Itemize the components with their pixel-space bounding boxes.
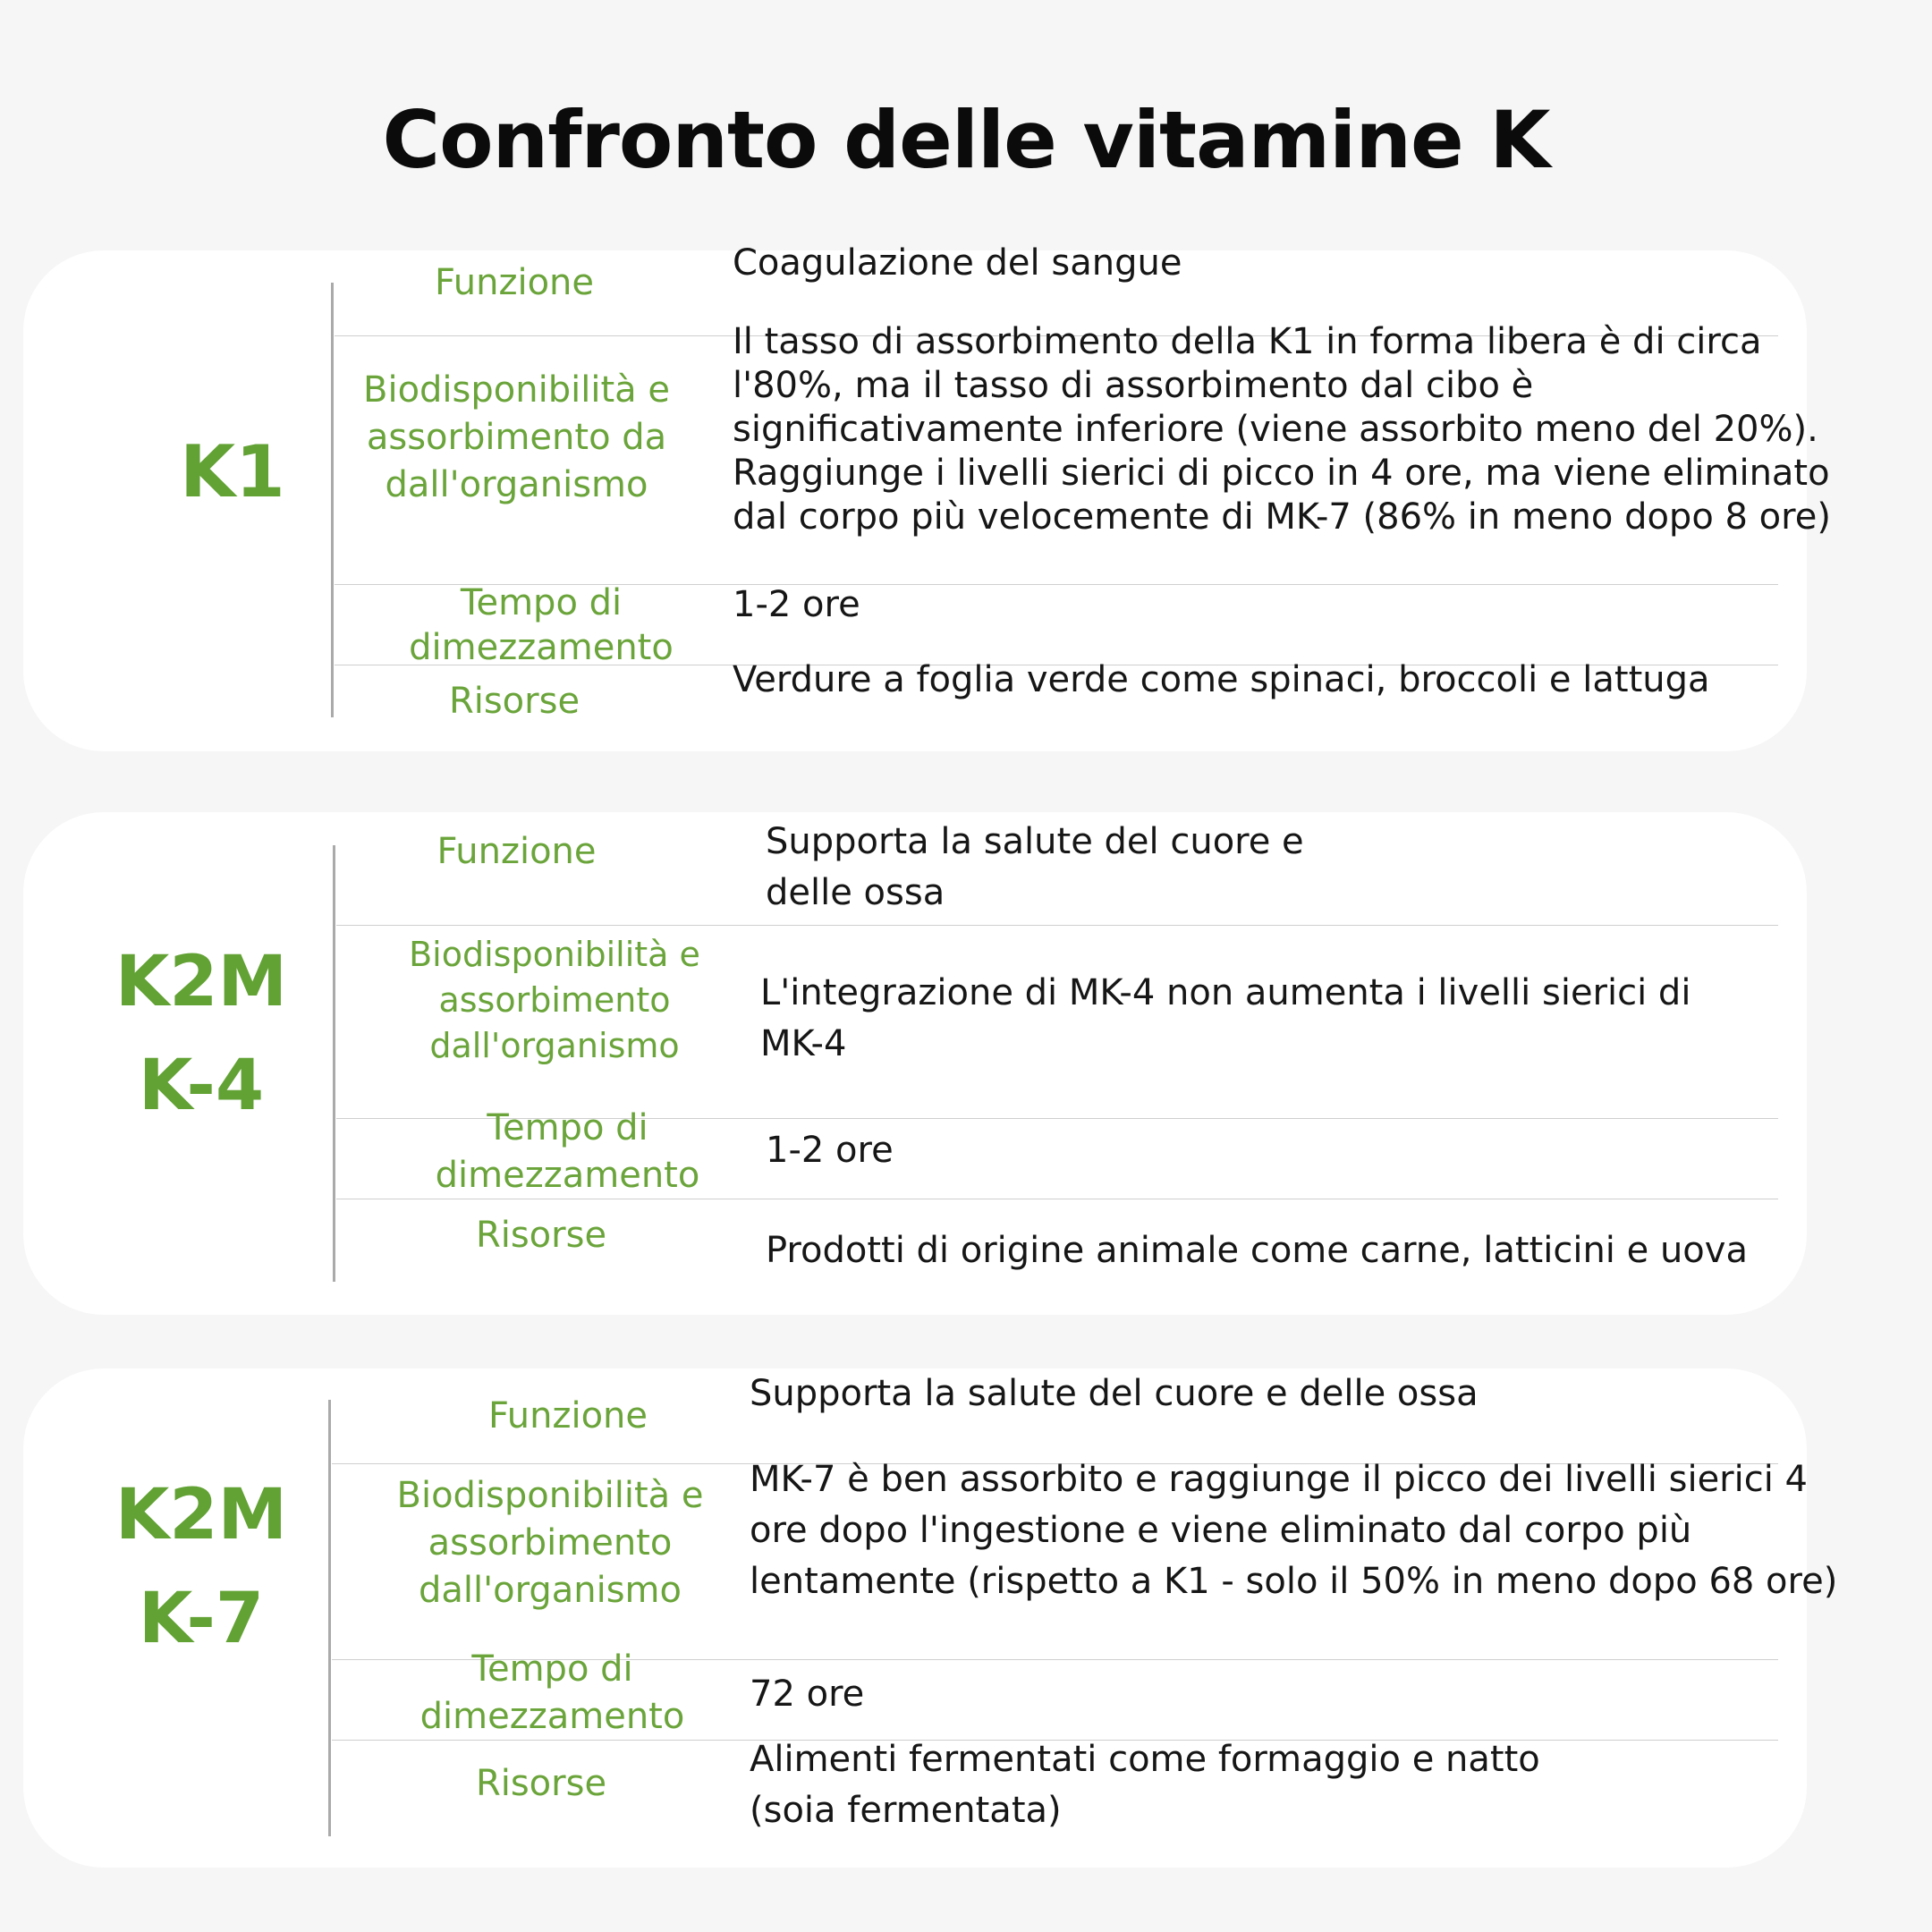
vertical-divider [333,845,335,1282]
value-tempo-dimezzamento: 1-2 ore [766,1130,894,1171]
value-risorse: Alimenti fermentati come formaggio e natto (soia fermentata) [750,1739,1540,1831]
value-funzione: Supporta la salute del cuore e delle ossa [766,821,1304,913]
value-biodisponibilita: L'integrazione di MK-4 non aumenta i livelli sierici di MK-4 [760,972,1691,1064]
label-risorse: Risorse [448,681,580,722]
label-tempo-dimezzamento: Tempo di dimezzamento [419,1648,685,1737]
label-funzione: Funzione [487,1395,648,1436]
label-risorse: Risorse [475,1763,607,1804]
value-risorse: Verdure a foglia verde come spinaci, broccoli e lattuga [733,659,1710,700]
value-tempo-dimezzamento: 1-2 ore [733,584,860,625]
label-biodisponibilita: Biodisponibilità e assorbimento da dall'organismo [363,369,670,505]
value-funzione: Supporta la salute del cuore e delle ossa [750,1373,1479,1414]
label-funzione: Funzione [436,831,597,872]
vertical-divider [328,1400,331,1836]
label-risorse: Risorse [475,1215,607,1256]
value-tempo-dimezzamento: 72 ore [750,1674,865,1715]
vitamin-name-k2mk4: K2MK-4 [114,942,288,1126]
label-tempo-dimezzamento: Tempo di dimezzamento [435,1107,700,1196]
value-risorse: Prodotti di origine animale come carne, latticini e uova [766,1230,1748,1271]
label-biodisponibilita: Biodisponibilità e assorbimento dall'organismo [396,1475,704,1611]
value-biodisponibilita: Il tasso di assorbimento della K1 in forma libera è di circa l'80%, ma il tasso di assorbimento dal cibo è significativamente inferiore (viene assorbito meno del 20%). Raggiunge i livelli sierici di picco in 4 ore, ma viene eliminato dal corpo più velocemente di MK-7 (86% in meno dopo 8 ore) [733,321,1831,538]
row-divider [336,925,1778,926]
page-title: Confronto delle vitamine K [382,94,1550,186]
label-tempo-dimezzamento: Tempo di dimezzamento [409,582,674,668]
label-biodisponibilita: Biodisponibilità e assorbimento dall'organismo [409,935,700,1065]
vitamin-name-k1: K1 [180,430,285,513]
value-funzione: Coagulazione del sangue [733,242,1182,284]
value-biodisponibilita: MK-7 è ben assorbito e raggiunge il picco dei livelli sierici 4 ore dopo l'ingestione e viene eliminato dal corpo più lentamente (rispetto a K1 - solo il 50% in meno dopo 68 ore) [750,1459,1838,1602]
vertical-divider [331,283,334,717]
vitamin-name-k2mk7: K2MK-7 [114,1475,288,1659]
label-funzione: Funzione [434,262,595,303]
